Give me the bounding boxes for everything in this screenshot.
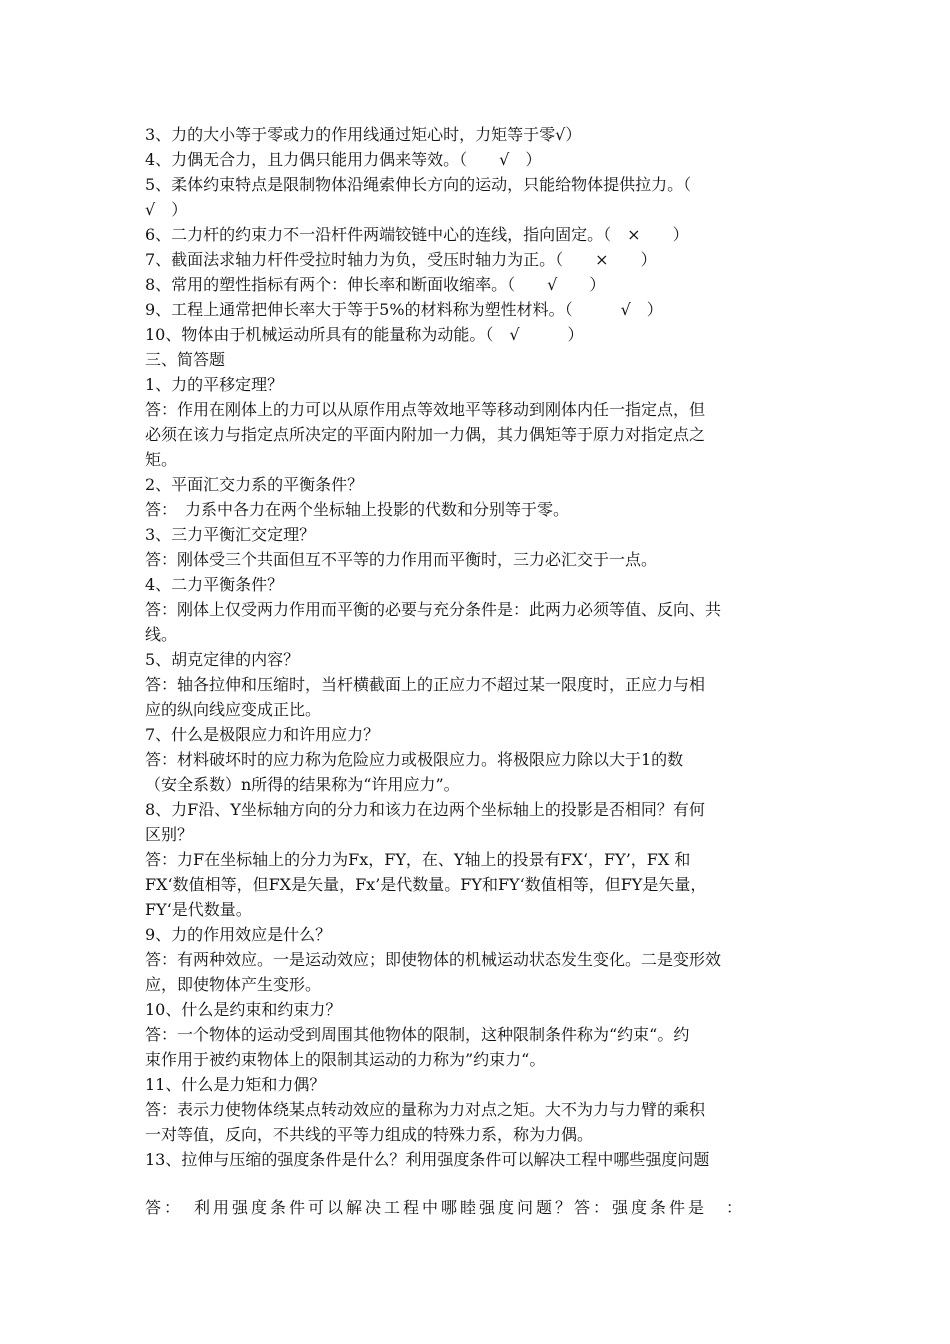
- text-line: 6、二力杆的约束力不一沿杆件两端铰链中心的连线，指向固定。（ × ）: [145, 225, 689, 244]
- text-line: 4、力偶无合力，且力偶只能用力偶来等效。（ √ ）: [145, 150, 542, 169]
- answer-line: 应的纵向线应变成正比。: [145, 700, 322, 719]
- text-line: 9、工程上通常把伸长率大于等于5%的材料称为塑性材料。（ √ ）: [145, 300, 663, 319]
- answer-line: 答：材料破坏时的应力称为危险应力或极限应力。将极限应力除以大于1的数: [145, 750, 684, 769]
- answer-line: 答：刚体上仅受两力作用而平衡的必要与充分条件是：此两力必须等值、反向、共: [145, 600, 722, 619]
- text-line: 8、常用的塑性指标有两个：伸长率和断面收缩率。（ √ ）: [145, 275, 606, 294]
- question: 7、什么是极限应力和许用应力？: [145, 725, 380, 744]
- answer-line: 答： 力系中各力在两个坐标轴上投影的代数和分别等于零。: [145, 500, 570, 519]
- answer-line: FY‘是代数量。: [145, 900, 252, 919]
- text-line: 7、截面法求轴力杆件受拉时轴力为负，受压时轴力为正。（ × ）: [145, 250, 657, 269]
- answer-line: FX‘数值相等，但FX是矢量，Fx’是代数量。FY和FY‘数值相等，但FY是矢量，: [145, 875, 707, 894]
- question: 1、力的平移定理？: [145, 375, 284, 394]
- answer-line: 答：一个物体的运动受到周围其他物体的限制，这种限制条件称为“约束“。约: [145, 1025, 690, 1044]
- text-line: 3、力的大小等于零或力的作用线通过矩心时，力矩等于零√）: [145, 125, 582, 144]
- answer-line: 答：表示力使物体绕某点转动效应的量称为力对点之矩。大不为力与力臂的乘积: [145, 1100, 706, 1119]
- question: 4、二力平衡条件？: [145, 575, 284, 594]
- answer-line: 答： 利用强度条件可以解决工程中哪睦强度问题？答：强度条件是 ：: [145, 1198, 746, 1217]
- question: 13、拉伸与压缩的强度条件是什么？利用强度条件可以解决工程中哪些强度问题: [145, 1150, 710, 1169]
- answer-line: 线。: [145, 625, 178, 644]
- text-line: 10、物体由于机械运动所具有的能量称为动能。（ √ ）: [145, 325, 584, 344]
- answer-line: 答：作用在刚体上的力可以从原作用点等效地平等移动到刚体内任一指定点，但: [145, 400, 706, 419]
- question: 5、胡克定律的内容？: [145, 650, 300, 669]
- answer-line: 束作用于被约束物体上的限制其运动的力称为”约束力“。: [145, 1050, 546, 1069]
- answer-line: （安全系数）n所得的结果称为“许用应力”。: [145, 775, 460, 794]
- answer-line: 必须在该力与指定点所决定的平面内附加一力偶，其力偶矩等于原力对指定点之: [145, 425, 706, 444]
- question: 10、什么是约束和约束力？: [145, 1000, 342, 1019]
- answer-line: 答：力F在坐标轴上的分力为Fx，FY，在、Y轴上的投景有FX‘，FY’，FX 和: [145, 850, 691, 869]
- text-line: √ ）: [145, 200, 188, 219]
- section-heading: 三、简答题: [145, 350, 226, 369]
- question: 11、什么是力矩和力偶？: [145, 1075, 326, 1094]
- answer-line: 答：轴各拉伸和压缩时，当杆横截面上的正应力不超过某一限度时，正应力与相: [145, 675, 706, 694]
- question: 3、三力平衡汇交定理？: [145, 525, 316, 544]
- answer-line: 一对等值，反向，不共线的平等力组成的特殊力系，称为力偶。: [145, 1125, 594, 1144]
- answer-line: 应，即使物体产生变形。: [145, 975, 322, 994]
- question: 2、平面汇交力系的平衡条件？: [145, 475, 364, 494]
- answer-line: 矩。: [145, 450, 178, 469]
- answer-line: 答：刚体受三个共面但互不平等的力作用而平衡时，三力必汇交于一点。: [145, 550, 658, 569]
- question: 9、力的作用效应是什么？: [145, 925, 332, 944]
- text-line: 5、柔体约束特点是限制物体沿绳索伸长方向的运动，只能给物体提供拉力。（: [145, 175, 692, 194]
- answer-line: 答：有两种效应。一是运动效应；即使物体的机械运动状态发生变化。二是变形效: [145, 950, 722, 969]
- question: 区别？: [145, 825, 194, 844]
- question: 8、力F沿、Y坐标轴方向的分力和该力在边两个坐标轴上的投影是否相同？有何: [145, 800, 705, 819]
